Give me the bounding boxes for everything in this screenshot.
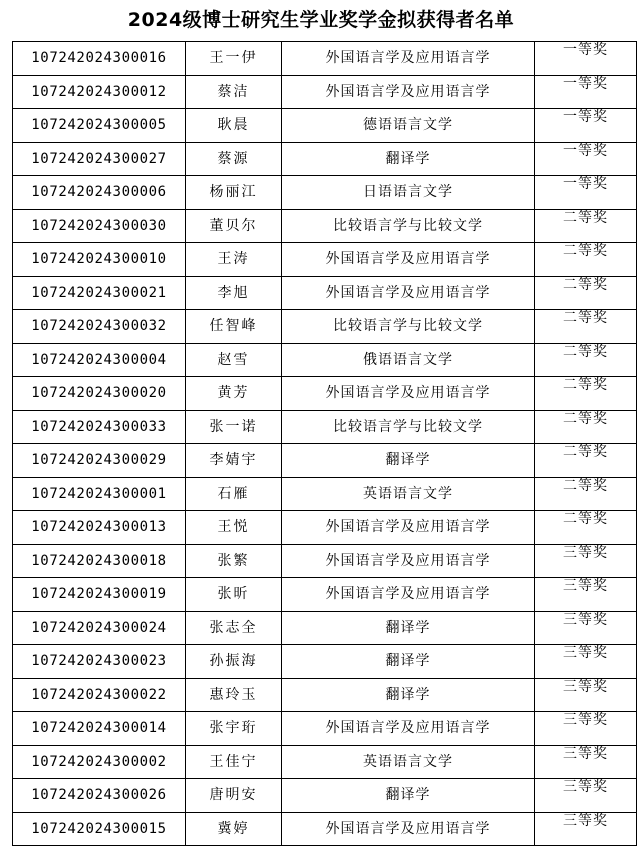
award-level-cell: 一等奖 [535, 176, 637, 210]
student-id-cell: 107242024300012 [13, 75, 186, 109]
student-name-cell: 张宇珩 [186, 712, 282, 746]
major-cell: 翻译学 [282, 611, 535, 645]
student-name-cell: 张一诺 [186, 410, 282, 444]
table-row [13, 779, 637, 813]
student-name-cell: 冀婷 [186, 812, 282, 846]
student-id-cell: 107242024300010 [13, 243, 186, 277]
major-cell: 翻译学 [282, 444, 535, 478]
table-row [13, 209, 637, 243]
award-level-cell: 二等奖 [535, 343, 637, 377]
table-row [13, 410, 637, 444]
table-row [13, 176, 637, 210]
student-name-cell: 张繁 [186, 544, 282, 578]
student-name-cell: 王一伊 [186, 42, 282, 76]
award-level-cell: 二等奖 [535, 310, 637, 344]
award-level-cell: 三等奖 [535, 779, 637, 813]
table-row [13, 712, 637, 746]
major-cell: 比较语言学与比较文学 [282, 410, 535, 444]
student-id-cell: 107242024300024 [13, 611, 186, 645]
student-name-cell: 王佳宁 [186, 745, 282, 779]
student-name-cell: 耿晨 [186, 109, 282, 143]
table-row [13, 477, 637, 511]
major-cell: 英语语言文学 [282, 477, 535, 511]
student-name-cell: 王悦 [186, 511, 282, 545]
award-level-cell: 二等奖 [535, 209, 637, 243]
award-level-cell: 三等奖 [535, 812, 637, 846]
major-cell: 外国语言学及应用语言学 [282, 75, 535, 109]
major-cell: 俄语语言文学 [282, 343, 535, 377]
student-id-cell: 107242024300019 [13, 578, 186, 612]
major-cell: 外国语言学及应用语言学 [282, 377, 535, 411]
major-cell: 翻译学 [282, 678, 535, 712]
major-cell: 翻译学 [282, 142, 535, 176]
student-id-cell: 107242024300015 [13, 812, 186, 846]
student-id-cell: 107242024300030 [13, 209, 186, 243]
major-cell: 外国语言学及应用语言学 [282, 42, 535, 76]
student-id-cell: 107242024300004 [13, 343, 186, 377]
award-level-cell: 三等奖 [535, 611, 637, 645]
table-row [13, 310, 637, 344]
table-row [13, 444, 637, 478]
student-name-cell: 唐明安 [186, 779, 282, 813]
student-name-cell: 张昕 [186, 578, 282, 612]
table-row [13, 276, 637, 310]
table-row [13, 645, 637, 679]
student-id-cell: 107242024300002 [13, 745, 186, 779]
student-id-cell: 107242024300022 [13, 678, 186, 712]
student-name-cell: 赵雪 [186, 343, 282, 377]
student-name-cell: 李旭 [186, 276, 282, 310]
award-level-cell: 二等奖 [535, 410, 637, 444]
student-name-cell: 惠玲玉 [186, 678, 282, 712]
student-id-cell: 107242024300014 [13, 712, 186, 746]
table-row [13, 142, 637, 176]
student-name-cell: 石雁 [186, 477, 282, 511]
table-row [13, 544, 637, 578]
student-id-cell: 107242024300001 [13, 477, 186, 511]
award-level-cell: 三等奖 [535, 745, 637, 779]
major-cell: 外国语言学及应用语言学 [282, 276, 535, 310]
table-row [13, 678, 637, 712]
major-cell: 外国语言学及应用语言学 [282, 243, 535, 277]
award-level-cell: 三等奖 [535, 544, 637, 578]
table-row [13, 611, 637, 645]
award-level-cell: 二等奖 [535, 276, 637, 310]
table-row [13, 243, 637, 277]
table-row [13, 812, 637, 846]
student-name-cell: 任智峰 [186, 310, 282, 344]
major-cell: 比较语言学与比较文学 [282, 209, 535, 243]
student-name-cell: 王涛 [186, 243, 282, 277]
student-name-cell: 杨丽江 [186, 176, 282, 210]
award-level-cell: 一等奖 [535, 42, 637, 76]
student-id-cell: 107242024300029 [13, 444, 186, 478]
scholarship-table-body [13, 42, 637, 846]
major-cell: 外国语言学及应用语言学 [282, 544, 535, 578]
award-level-cell: 二等奖 [535, 377, 637, 411]
award-level-cell: 二等奖 [535, 477, 637, 511]
award-level-cell: 三等奖 [535, 678, 637, 712]
award-level-cell: 二等奖 [535, 511, 637, 545]
award-level-cell: 一等奖 [535, 75, 637, 109]
table-row [13, 109, 637, 143]
document-title: 2024级博士研究生学业奖学金拟获得者名单 [127, 9, 515, 31]
table-row [13, 42, 637, 76]
student-id-cell: 107242024300021 [13, 276, 186, 310]
major-cell: 英语语言文学 [282, 745, 535, 779]
student-name-cell: 董贝尔 [186, 209, 282, 243]
major-cell: 翻译学 [282, 645, 535, 679]
student-id-cell: 107242024300016 [13, 42, 186, 76]
award-level-cell: 三等奖 [535, 645, 637, 679]
student-id-cell: 107242024300033 [13, 410, 186, 444]
award-level-cell: 二等奖 [535, 243, 637, 277]
student-name-cell: 李婧宇 [186, 444, 282, 478]
student-id-cell: 107242024300005 [13, 109, 186, 143]
student-name-cell: 黄芳 [186, 377, 282, 411]
major-cell: 外国语言学及应用语言学 [282, 712, 535, 746]
major-cell: 外国语言学及应用语言学 [282, 578, 535, 612]
student-id-cell: 107242024300013 [13, 511, 186, 545]
award-level-cell: 一等奖 [535, 109, 637, 143]
student-id-cell: 107242024300026 [13, 779, 186, 813]
student-id-cell: 107242024300020 [13, 377, 186, 411]
award-level-cell: 一等奖 [535, 142, 637, 176]
table-row [13, 745, 637, 779]
major-cell: 翻译学 [282, 779, 535, 813]
student-id-cell: 107242024300018 [13, 544, 186, 578]
major-cell: 比较语言学与比较文学 [282, 310, 535, 344]
table-row [13, 343, 637, 377]
major-cell: 德语语言文学 [282, 109, 535, 143]
student-id-cell: 107242024300023 [13, 645, 186, 679]
student-name-cell: 蔡源 [186, 142, 282, 176]
scholarship-table [12, 41, 637, 846]
student-id-cell: 107242024300032 [13, 310, 186, 344]
table-row [13, 578, 637, 612]
award-level-cell: 三等奖 [535, 578, 637, 612]
table-row [13, 377, 637, 411]
major-cell: 日语语言文学 [282, 176, 535, 210]
student-name-cell: 张志全 [186, 611, 282, 645]
student-name-cell: 蔡洁 [186, 75, 282, 109]
student-id-cell: 107242024300006 [13, 176, 186, 210]
major-cell: 外国语言学及应用语言学 [282, 511, 535, 545]
award-level-cell: 三等奖 [535, 712, 637, 746]
major-cell: 外国语言学及应用语言学 [282, 812, 535, 846]
student-id-cell: 107242024300027 [13, 142, 186, 176]
table-row [13, 75, 637, 109]
award-level-cell: 二等奖 [535, 444, 637, 478]
table-row [13, 511, 637, 545]
student-name-cell: 孙振海 [186, 645, 282, 679]
